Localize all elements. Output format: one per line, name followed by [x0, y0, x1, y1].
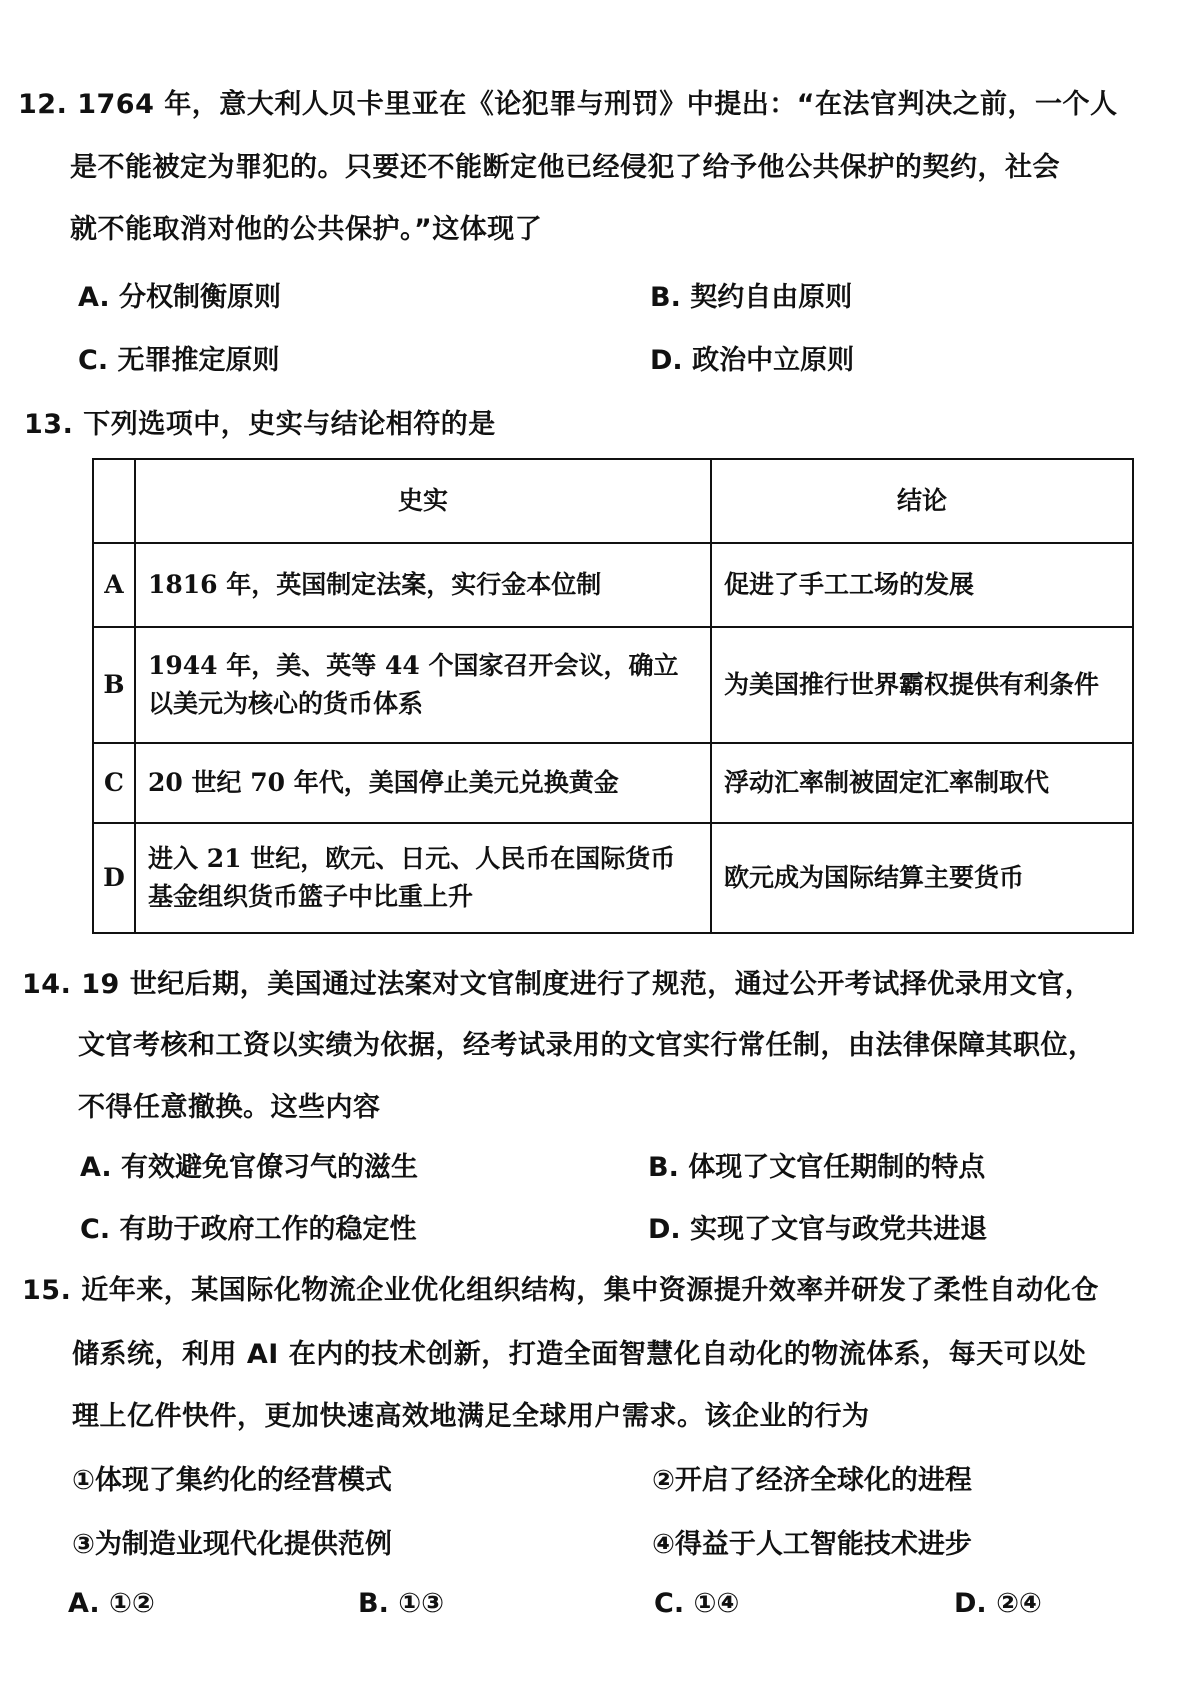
row-fact: 1944 年，美、英等 44 个国家召开会议，确立以美元为核心的货币体系 — [135, 627, 711, 743]
row-conclusion: 促进了手工工场的发展 — [711, 543, 1133, 627]
question-15-option-a[interactable]: A. ①② — [68, 1588, 155, 1619]
question-12-stem-line-3: 就不能取消对他的公共保护。”这体现了 — [70, 214, 543, 245]
question-13-stem: 13. 下列选项中，史实与结论相符的是 — [24, 409, 496, 440]
question-14-stem-line-3: 不得任意撤换。这些内容 — [78, 1092, 381, 1123]
question-14-option-b[interactable]: B. 体现了文官任期制的特点 — [648, 1152, 986, 1183]
table-header-fact: 史实 — [135, 459, 711, 543]
question-12-option-c[interactable]: C. 无罪推定原则 — [78, 345, 280, 376]
question-15-option-c[interactable]: C. ①④ — [654, 1588, 740, 1619]
question-12-stem-line-2: 是不能被定为罪犯的。只要还不能断定他已经侵犯了给予他公共保护的契约，社会 — [70, 152, 1060, 183]
question-15-statement-2: ②开启了经济全球化的进程 — [652, 1465, 972, 1496]
row-conclusion: 欧元成为国际结算主要货币 — [711, 823, 1133, 933]
row-conclusion: 浮动汇率制被固定汇率制取代 — [711, 743, 1133, 823]
table-header-row — [93, 459, 1133, 543]
table-row — [93, 627, 1133, 743]
table-row — [93, 823, 1133, 933]
question-12-stem-line-1: 12. 1764 年，意大利人贝卡里亚在《论犯罪与刑罚》中提出：“在法官判决之前，一个人 — [18, 89, 1118, 120]
row-key: C — [93, 743, 135, 823]
row-fact: 进入 21 世纪，欧元、日元、人民币在国际货币基金组织货币篮子中比重上升 — [135, 823, 711, 933]
question-15-option-d[interactable]: D. ②④ — [954, 1588, 1042, 1619]
question-14-stem-line-1: 14. 19 世纪后期，美国通过法案对文官制度进行了规范，通过公开考试择优录用文官， — [22, 969, 1093, 1000]
question-15-stem-line-2: 储系统，利用 AI 在内的技术创新，打造全面智慧化自动化的物流体系，每天可以处 — [72, 1339, 1087, 1370]
row-fact: 1816 年，英国制定法案，实行金本位制 — [135, 543, 711, 627]
question-14-option-c[interactable]: C. 有助于政府工作的稳定性 — [80, 1214, 417, 1245]
row-fact: 20 世纪 70 年代，美国停止美元兑换黄金 — [135, 743, 711, 823]
question-12-option-b[interactable]: B. 契约自由原则 — [650, 282, 853, 313]
table-row — [93, 743, 1133, 823]
question-14-stem-line-2: 文官考核和工资以实绩为依据，经考试录用的文官实行常任制，由法律保障其职位， — [78, 1030, 1096, 1061]
facts-table — [92, 458, 1134, 934]
table-header-key — [93, 459, 135, 543]
row-conclusion: 为美国推行世界霸权提供有利条件 — [711, 627, 1133, 743]
question-15-statement-4: ④得益于人工智能技术进步 — [652, 1529, 972, 1560]
question-12-option-d[interactable]: D. 政治中立原则 — [650, 345, 855, 376]
row-key: B — [93, 627, 135, 743]
question-15-statement-1: ①体现了集约化的经营模式 — [72, 1465, 392, 1496]
question-12-option-a[interactable]: A. 分权制衡原则 — [78, 282, 282, 313]
question-14-option-d[interactable]: D. 实现了文官与政党共进退 — [648, 1214, 988, 1245]
question-15-stem-line-1: 15. 近年来，某国际化物流企业优化组织结构，集中资源提升效率并研发了柔性自动化仓 — [22, 1275, 1099, 1306]
row-key: D — [93, 823, 135, 933]
table-header-conclusion: 结论 — [711, 459, 1133, 543]
question-15-stem-line-3: 理上亿件快件，更加快速高效地满足全球用户需求。该企业的行为 — [72, 1401, 870, 1432]
question-14-option-a[interactable]: A. 有效避免官僚习气的滋生 — [80, 1152, 419, 1183]
question-15-option-b[interactable]: B. ①③ — [358, 1588, 444, 1619]
table-row — [93, 543, 1133, 627]
row-key: A — [93, 543, 135, 627]
question-15-statement-3: ③为制造业现代化提供范例 — [72, 1529, 392, 1560]
